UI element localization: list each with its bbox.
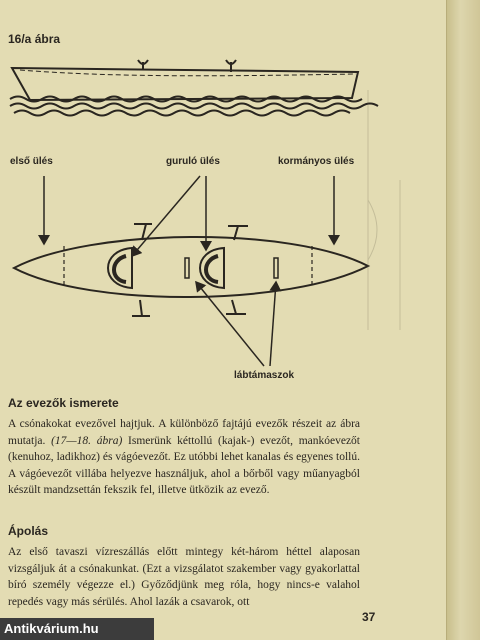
boat-top-view [14,224,368,316]
watermark: Antikvárium.hu [0,618,154,640]
callout-cox-seat: kormányos ülés [278,156,355,167]
figure-label: 16/a ábra [8,32,61,46]
paragraph-oars-part2: Ismerünk kéttollú (kajak-) evezőt, mankóevezőt (kenuhoz, ladikhoz) és vágóevezőt. Ez utóbbi lehet kanalas és egyenes tollú. A vágóevezőt villába helyezve használjuk, ahol a bőrből vagy műanyagból készült mandzsettán fekszik fel, illetve ütközik az evező. [8,434,361,496]
paragraph-oars [8,416,360,499]
bleed-through [368,90,400,330]
callout-footrests: lábtámaszok [234,370,295,381]
boat-side-view [12,60,358,100]
section-heading-oars: Az evezők ismerete [8,396,119,410]
page-number: 37 [362,610,376,624]
callout-rolling-seat: guruló ülés [166,156,220,167]
paragraph-oars-part1: A csónakokat evezővel hajtjuk. A különböző fajtájú evezők részeit az ábra mutatja. [8,418,360,447]
paragraph-care: Az első tavaszi vízreszállás előtt mintegy két-három héttel alaposan vizsgáljuk át a csónakunkat. (Ezt a vizsgálatot szakember vagy gyakorlattal bíró személy végezze el.) Győződjünk meg róla, hogy nincs-e valahol repedés vagy más sérülés. Ahol lazák a csavarok, ott [8,546,360,608]
paragraph-oars-figref: (17—18. ábra) [51,434,123,447]
callout-front-seat: első ülés [10,156,53,167]
book-gutter [446,0,480,640]
section-heading-care: Ápolás [8,524,49,538]
